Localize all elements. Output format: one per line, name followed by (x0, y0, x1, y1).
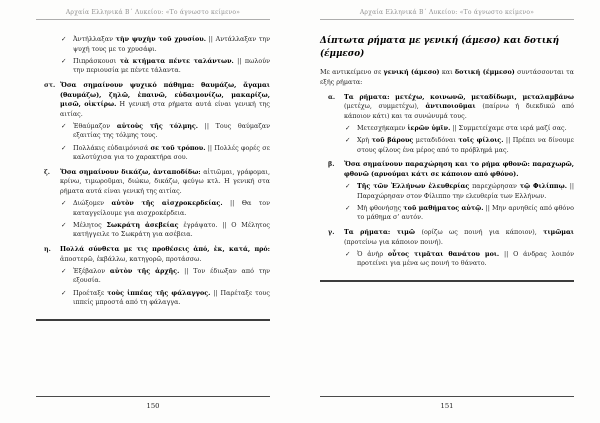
item-letter: ζ. (44, 167, 51, 176)
item-text: Ἐξέβαλον αὐτὸν τῆς ἀρχῆς. || Τον έδιωξαν από την εξουσία. (73, 266, 271, 285)
rule-item (36, 168, 270, 197)
item-letter: η. (44, 245, 51, 254)
page-header-text: Αρχαία Ελληνικά Β΄ Λυκείου: «Το άγνωστο κείμενο» (359, 9, 535, 16)
example-item (320, 182, 574, 201)
item-text: Ὁ ἀνὴρ οὗτος τιμᾶται θανάτου μοι. || Ο άνδρας λοιπόν προτείνει για μένα ως ποινή το θάνατο. (357, 249, 574, 268)
item-letter: β. (328, 160, 335, 169)
item-text: Μετεσχήκαμεν ἱερῶν ὑμῖν. || Συμμετείχαμε στα ιερά μαζί σας. (357, 123, 567, 132)
item-letter: γ. (328, 227, 335, 236)
check-icon: ✓ (61, 199, 67, 208)
example-item (320, 204, 574, 223)
footer-rule (320, 396, 574, 397)
check-icon: ✓ (345, 249, 351, 258)
example-item (320, 136, 574, 155)
page-body (320, 35, 574, 282)
example-item (36, 267, 270, 286)
item-text: Τα ρήματα: μετέχω, κοινωνῶ, μεταδίδωμι, μεταλαμβάνω (μετέχω, συμμετέχω), ἀντιποιοῦμαι (παίρνω ή διεκδικώ από κάποιον κάτι) και τα συνώνυμά τους. (344, 92, 575, 120)
check-icon: ✓ (61, 121, 67, 130)
example-item (36, 144, 270, 163)
section-end-rule (320, 280, 574, 282)
item-text: Τα ρήματα: τιμῶ (ορίζω ως ποινή για κάποιον), τιμῶμαι (προτείνω για κάποιον ποινή). (344, 227, 574, 246)
check-icon: ✓ (61, 56, 67, 65)
example-item (36, 289, 270, 308)
item-text: Χρὴ τοῦ βάρους μεταδιδόναι τοῖς φίλοις. || Πρέπει να δίνουμε στους φίλους ένα μέρος από το πρόβλημά μας. (357, 136, 574, 154)
item-text: Διώξομεν αὐτὸν τῆς αἰσχροκερδείας. || Θα τον καταγγείλουμε για αισχροκέρδεια. (73, 199, 270, 217)
check-icon: ✓ (61, 266, 67, 275)
page-number: 150 (146, 402, 160, 410)
check-icon: ✓ (61, 35, 67, 43)
item-text: Ὅσα σημαίνουν δικάζω, ἀνταποδίδω: αἰτιῶμαι, γράφομαι, κρίνω, τιμωροῦμαι, διώκω, δικάζω, φεύγω κτλ. Η γενική στα ρήματα αυτά είναι γενική της αιτίας. (60, 167, 270, 196)
item-text: Ὅσα σημαίνουν παραχώρηση και το ρήμα φθονῶ: παραχωρῶ, φθονῶ (αρνούμαι κάτι σε κάποιον από φθόνο). (344, 160, 574, 178)
section-title: Δίπτωτα ρήματα με γενική (άμεσο) και δοτική (έμμεσο) (320, 36, 560, 60)
example-item (36, 57, 270, 76)
example-item (36, 35, 270, 54)
item-text: Ἐθαύμαζον αὐτοὺς τῆς τόλμης. || Τους θαύμαζαν εξαιτίας της τόλμης τους. (73, 121, 270, 140)
item-letter: στ. (44, 80, 56, 89)
page-header-text: Αρχαία Ελληνικά Β΄ Λυκείου: «Το άγνωστο κείμενο» (65, 9, 241, 16)
item-text: Ἀντήλλαξαν τὴν ψυχὴν τοῦ χρυσίου. || Αντάλλαξαν την ψυχή τους με το χρυσάφι. (73, 35, 270, 53)
rule-item (320, 93, 574, 122)
page-header (36, 9, 270, 20)
item-text: Πολλά σύνθετα με τις προθέσεις ἀπό, ἐκ, κατά, πρό: ἀποστερῶ, ἐκβάλλω, κατηγορῶ, προτάσσω. (60, 245, 270, 263)
item-text: Μὴ φθονήσῃς τοῦ μαθήματος αὐτῷ. || Μην αρνηθείς από φθόνο το μάθημα σ’ αυτόν. (357, 203, 574, 222)
check-icon: ✓ (61, 220, 67, 229)
page-151 (300, 0, 600, 423)
page-footer (36, 396, 270, 410)
item-text: Τῆς τῶν Ἑλλήνων ἐλευθερίας παρεχώρησαν τῷ Φιλίππῳ. || Παραχώρησαν στον Φίλιππο την ελευθερία των Ελλήνων. (357, 181, 575, 200)
example-item (36, 199, 270, 218)
rule-item (320, 160, 574, 179)
item-text: Πιπράσκουσι τὰ κτήματα πέντε ταλάντων. || πωλούν την περιουσία με πέντε τάλαντα. (73, 56, 271, 75)
rule-item (320, 228, 574, 247)
page-footer (320, 396, 574, 410)
check-icon: ✓ (345, 181, 351, 190)
example-item (36, 122, 270, 141)
check-icon: ✓ (345, 203, 351, 212)
page-body (36, 35, 270, 321)
example-item (320, 250, 574, 269)
rule-item (36, 245, 270, 264)
item-letter: α. (328, 92, 336, 101)
check-icon: ✓ (345, 136, 351, 145)
item-text: Μέλητος Σωκράτη ἀσεβείας ἐγράψατο. || Ο Μέλητος κατήγγειλε το Σωκράτη για ασέβεια. (73, 220, 271, 239)
item-text: Ὅσα σημαίνουν ψυχικό πάθημα: θαυμάζω, ἄγαμαι (θαυμάζω), ζηλῶ, ἐπαινῶ, εὐδαιμονίζω, μακαρίζω, μισῶ, οἰκτίρω. Η γενική στα ρήματα αυτά είναι γενική της αιτίας. (60, 80, 270, 118)
page-header (320, 9, 574, 20)
item-text: Προέταξε τοὺς ἱππέας τῆς φάλαγγος. || Παρέταξε τους ιππείς μπροστά από τη φάλαγγα. (73, 288, 270, 307)
example-item (320, 124, 574, 134)
page-number: 151 (440, 402, 454, 410)
check-icon: ✓ (345, 123, 351, 132)
item-text: Με αντικείμενο σε γενική (άμεσο) και δοτική (έμμεσο) συντάσσονται τα εξής ρήματα: (320, 68, 574, 86)
item-text: Πολλάκις εὐδαιμόνισά σε τοῦ τρόπου. || Πολλές φορές σε καλοτύχισα για το χαρακτήρα σου. (73, 143, 270, 162)
intro-paragraph (320, 68, 574, 87)
section-end-rule (36, 319, 270, 321)
rule-item (36, 81, 270, 119)
footer-rule (36, 396, 270, 397)
example-item (36, 221, 270, 240)
check-icon: ✓ (61, 143, 67, 152)
check-icon: ✓ (61, 288, 67, 297)
